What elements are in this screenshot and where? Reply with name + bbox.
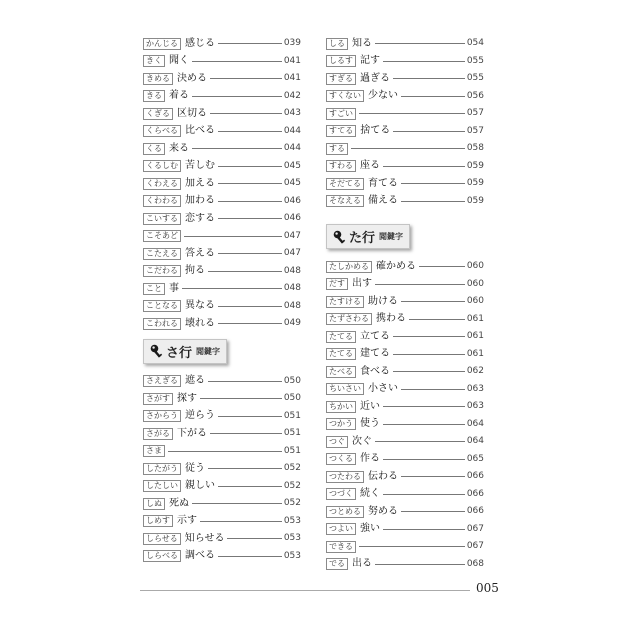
entry-page: 068 — [466, 558, 484, 569]
index-entry — [326, 35, 484, 53]
index-entry — [326, 503, 484, 521]
entry-reading: すぎる — [326, 73, 356, 85]
index-entry — [143, 513, 301, 531]
entry-reading: したがう — [143, 463, 181, 475]
entry-page: 055 — [466, 55, 484, 66]
entry-reading: たべる — [326, 366, 356, 378]
leader-line — [351, 148, 465, 149]
entry-reading: たすける — [326, 296, 364, 308]
entry-reading: こわれる — [143, 318, 181, 330]
entry-reading: すくない — [326, 90, 364, 102]
entry-page: 052 — [283, 498, 301, 509]
entry-page: 051 — [283, 428, 301, 439]
leader-line — [192, 61, 282, 62]
leader-line — [393, 131, 465, 132]
leader-line — [383, 494, 465, 495]
index-entry — [326, 521, 484, 539]
entry-word: 小さい — [368, 383, 398, 395]
section-header-sa — [143, 339, 227, 364]
entry-word: 建てる — [360, 348, 390, 360]
entry-page: 057 — [466, 108, 484, 119]
entry-list-ka — [143, 35, 301, 333]
section-header-ta — [326, 224, 410, 249]
index-entry — [143, 298, 301, 316]
entry-reading: きる — [143, 90, 165, 102]
leader-line — [208, 381, 282, 382]
leader-line — [208, 271, 282, 272]
leader-line — [208, 468, 282, 469]
entry-page: 041 — [283, 55, 301, 66]
entry-reading: しる — [326, 38, 348, 50]
index-entry — [143, 548, 301, 566]
leader-line — [218, 43, 282, 44]
index-entry — [326, 158, 484, 176]
entry-reading: すごい — [326, 108, 356, 120]
entry-page: 051 — [283, 410, 301, 421]
entry-page: 066 — [466, 488, 484, 499]
entry-page: 047 — [283, 230, 301, 241]
leader-line — [182, 288, 282, 289]
leader-line — [227, 538, 281, 539]
entry-reading: つかう — [326, 418, 356, 430]
leader-line — [401, 96, 465, 97]
section-title: た行 — [349, 231, 376, 246]
leader-line — [419, 266, 465, 267]
entry-reading: しぬ — [143, 498, 165, 510]
entry-word: 死ぬ — [169, 497, 189, 509]
entry-word: 恋する — [185, 212, 215, 224]
leader-line — [218, 416, 282, 417]
leader-line — [383, 529, 465, 530]
index-entry — [143, 228, 301, 246]
section-subtitle: 閲鍵字 — [196, 346, 221, 356]
index-entry — [143, 193, 301, 211]
entry-word: 過ぎる — [360, 72, 390, 84]
entry-page: 054 — [466, 38, 484, 49]
index-entry — [143, 175, 301, 193]
entry-word: 努める — [368, 505, 398, 517]
index-entry — [326, 123, 484, 141]
entry-reading: ちいさい — [326, 383, 364, 395]
entry-word: 逆らう — [185, 410, 215, 422]
entry-word: 示す — [177, 515, 197, 527]
entry-reading: たてる — [326, 348, 356, 360]
index-entry — [143, 245, 301, 263]
entry-reading: さがる — [143, 428, 173, 440]
index-entry — [143, 210, 301, 228]
entry-page: 065 — [466, 453, 484, 464]
index-entry — [326, 105, 484, 123]
entry-page: 043 — [283, 108, 301, 119]
leader-line — [218, 253, 282, 254]
entry-page: 063 — [466, 383, 484, 394]
index-entry — [326, 416, 484, 434]
leader-line — [383, 166, 465, 167]
entry-reading: きく — [143, 55, 165, 67]
index-entry — [326, 328, 484, 346]
entry-word: 知らせる — [184, 532, 225, 544]
leader-line — [383, 406, 465, 407]
entry-word: 調べる — [185, 550, 215, 562]
leader-line — [383, 61, 465, 62]
entry-reading: くわえる — [143, 178, 181, 190]
entry-reading: そなえる — [326, 195, 364, 207]
entry-page: 048 — [283, 265, 301, 276]
index-entry — [143, 425, 301, 443]
entry-page: 048 — [283, 300, 301, 311]
entry-page: 042 — [283, 90, 301, 101]
leader-line — [200, 521, 282, 522]
leader-line — [218, 201, 282, 202]
entry-reading: つたわる — [326, 471, 364, 483]
leader-line — [210, 113, 282, 114]
entry-reading: だす — [326, 278, 348, 290]
leader-line — [210, 78, 282, 79]
entry-page: 064 — [466, 418, 484, 429]
index-entry — [143, 408, 301, 426]
entry-page: 060 — [466, 278, 484, 289]
index-entry — [326, 398, 484, 416]
leader-line — [218, 166, 282, 167]
leader-line — [192, 96, 282, 97]
entry-reading: ちかい — [326, 401, 356, 413]
index-entry — [143, 263, 301, 281]
entry-reading: たずさわる — [326, 313, 372, 325]
index-entry — [143, 373, 301, 391]
leader-line — [192, 503, 282, 504]
footer-divider — [140, 590, 470, 591]
key-icon — [333, 230, 346, 244]
leader-line — [393, 78, 465, 79]
leader-line — [168, 451, 282, 452]
entry-page: 060 — [466, 261, 484, 272]
entry-page: 046 — [283, 213, 301, 224]
leader-line — [192, 148, 282, 149]
index-entry — [143, 478, 301, 496]
entry-reading: しるす — [326, 55, 356, 67]
entry-page: 041 — [283, 73, 301, 84]
key-icon — [150, 344, 163, 358]
entry-word: 次ぐ — [352, 435, 372, 447]
entry-word: 来る — [169, 142, 189, 154]
index-entry — [326, 556, 484, 574]
entry-word: 助ける — [368, 295, 398, 307]
leader-line — [401, 201, 465, 202]
section-title: さ行 — [166, 345, 193, 361]
index-entry — [326, 486, 484, 504]
entry-word: 決める — [177, 72, 207, 84]
entry-page: 039 — [283, 38, 301, 49]
entry-word: 聞く — [169, 55, 189, 67]
entry-reading: さえぎる — [143, 375, 181, 387]
index-entry — [326, 276, 484, 294]
index-entry — [143, 495, 301, 513]
leader-line — [218, 131, 282, 132]
index-entry — [326, 381, 484, 399]
index-entry — [326, 433, 484, 451]
entry-page: 053 — [283, 515, 301, 526]
entry-word: 事 — [169, 282, 179, 294]
leader-line — [184, 236, 282, 237]
index-entry — [143, 443, 301, 461]
entry-reading: きめる — [143, 73, 173, 85]
leader-line — [393, 354, 465, 355]
leader-line — [218, 323, 282, 324]
index-entry — [326, 193, 484, 211]
entry-reading: こと — [143, 283, 165, 295]
index-entry — [326, 468, 484, 486]
entry-word: 遮る — [185, 375, 205, 387]
leader-line — [218, 486, 282, 487]
entry-page: 053 — [283, 533, 301, 544]
entry-reading: くぎる — [143, 108, 173, 120]
entry-word: 加わる — [185, 195, 215, 207]
entry-page: 046 — [283, 195, 301, 206]
index-entry — [143, 315, 301, 333]
index-entry — [143, 105, 301, 123]
entry-word: 少ない — [368, 90, 398, 102]
index-entry — [326, 311, 484, 329]
entry-reading: つくる — [326, 453, 356, 465]
index-entry — [326, 538, 484, 556]
index-entry — [143, 158, 301, 176]
leader-line — [409, 319, 465, 320]
entry-word: 加える — [185, 177, 215, 189]
entry-page: 049 — [283, 318, 301, 329]
entry-reading: すてる — [326, 125, 356, 137]
entry-page: 045 — [283, 178, 301, 189]
entry-reading: くるしむ — [143, 160, 181, 172]
entry-page: 061 — [466, 313, 484, 324]
entry-page: 052 — [283, 480, 301, 491]
entry-page: 063 — [466, 401, 484, 412]
entry-page: 050 — [283, 393, 301, 404]
leader-line — [218, 218, 282, 219]
leader-line — [210, 433, 282, 434]
entry-word: 座る — [360, 160, 380, 172]
leader-line — [393, 371, 465, 372]
entry-reading: くわわる — [143, 195, 181, 207]
index-entry — [143, 140, 301, 158]
entry-page: 057 — [466, 125, 484, 136]
index-entry — [326, 258, 484, 276]
leader-line — [401, 389, 465, 390]
entry-word: 比べる — [185, 125, 215, 137]
leader-line — [359, 546, 465, 547]
entry-page: 045 — [283, 160, 301, 171]
entry-word: 区切る — [177, 107, 207, 119]
index-entry — [326, 175, 484, 193]
leader-line — [401, 301, 465, 302]
page-number: 005 — [476, 581, 499, 595]
entry-word: 苦しむ — [185, 160, 215, 172]
entry-word: 近い — [360, 400, 380, 412]
entry-word: 答える — [185, 247, 215, 259]
entry-reading: でる — [326, 558, 348, 570]
entry-reading: つとめる — [326, 506, 364, 518]
leader-line — [393, 336, 465, 337]
index-entry — [143, 53, 301, 71]
entry-page: 056 — [466, 90, 484, 101]
entry-word: 確かめる — [376, 260, 416, 272]
entry-page: 059 — [466, 178, 484, 189]
entry-word: 出す — [352, 278, 372, 290]
entry-word: 下がる — [177, 427, 207, 439]
entry-reading: こいする — [143, 213, 181, 225]
entry-reading: ことなる — [143, 300, 181, 312]
leader-line — [375, 564, 465, 565]
entry-word: 着る — [169, 90, 189, 102]
entry-word: 作る — [360, 453, 380, 465]
entry-reading: たしかめる — [326, 261, 372, 273]
entry-reading: たてる — [326, 331, 356, 343]
entry-reading: さからう — [143, 410, 181, 422]
index-column-right — [326, 35, 484, 573]
entry-word: 出る — [352, 558, 372, 570]
entry-reading: する — [326, 143, 348, 155]
entry-word: 感じる — [185, 37, 215, 49]
entry-page: 052 — [283, 463, 301, 474]
entry-page: 066 — [466, 471, 484, 482]
index-entry — [326, 293, 484, 311]
entry-page: 061 — [466, 348, 484, 359]
entry-page: 048 — [283, 283, 301, 294]
index-entry — [326, 363, 484, 381]
entry-word: 異なる — [185, 300, 215, 312]
index-entry — [326, 451, 484, 469]
entry-reading: したしい — [143, 480, 181, 492]
entry-reading: つぐ — [326, 436, 348, 448]
entry-reading: つづく — [326, 488, 356, 500]
entry-word: 拘る — [185, 265, 205, 277]
entry-word: 強い — [360, 523, 380, 535]
entry-reading: さがす — [143, 393, 173, 405]
entry-word: 携わる — [376, 313, 406, 325]
entry-page: 067 — [466, 541, 484, 552]
entry-word: 捨てる — [360, 125, 391, 137]
leader-line — [375, 284, 465, 285]
entry-word: 育てる — [368, 177, 398, 189]
entry-reading: しらせる — [143, 533, 181, 545]
entry-page: 067 — [466, 523, 484, 534]
entry-word: 立てる — [360, 330, 390, 342]
leader-line — [375, 43, 465, 44]
leader-line — [218, 183, 282, 184]
entry-word: 伝わる — [368, 470, 398, 482]
entry-page: 055 — [466, 73, 484, 84]
entry-reading: しめす — [143, 515, 173, 527]
entry-word: 知る — [352, 37, 372, 49]
entry-reading: さま — [143, 445, 165, 457]
leader-line — [218, 556, 282, 557]
entry-reading: つよい — [326, 523, 356, 535]
entry-reading: すわる — [326, 160, 356, 172]
index-entry — [143, 123, 301, 141]
entry-word: 食べる — [360, 365, 390, 377]
index-entry — [326, 70, 484, 88]
entry-word: 探す — [177, 392, 197, 404]
entry-reading: かんじる — [143, 38, 181, 50]
index-entry — [143, 390, 301, 408]
index-entry — [143, 88, 301, 106]
entry-page: 061 — [466, 331, 484, 342]
entry-reading: こたえる — [143, 248, 181, 260]
entry-word: 使う — [360, 418, 380, 430]
entry-word: 従う — [185, 462, 205, 474]
leader-line — [375, 441, 465, 442]
leader-line — [218, 306, 282, 307]
index-entry — [143, 35, 301, 53]
entry-list-sa — [143, 373, 301, 566]
entry-word: 備える — [368, 195, 398, 207]
entry-list-ta — [326, 258, 484, 573]
entry-reading: こだわる — [143, 265, 181, 277]
entry-page: 051 — [283, 445, 301, 456]
entry-page: 064 — [466, 436, 484, 447]
entry-page: 044 — [283, 143, 301, 154]
leader-line — [401, 511, 465, 512]
entry-word: 続く — [360, 488, 380, 500]
leader-line — [359, 113, 465, 114]
entry-page: 058 — [466, 143, 484, 154]
entry-word: 記す — [360, 55, 380, 67]
entry-page: 050 — [283, 375, 301, 386]
entry-page: 047 — [283, 248, 301, 259]
entry-page: 059 — [466, 160, 484, 171]
entry-page: 059 — [466, 195, 484, 206]
leader-line — [383, 424, 465, 425]
index-entry — [143, 460, 301, 478]
entry-reading: くらべる — [143, 125, 181, 137]
leader-line — [383, 459, 465, 460]
entry-page: 060 — [466, 296, 484, 307]
leader-line — [401, 183, 465, 184]
entry-reading: そだてる — [326, 178, 364, 190]
entry-word: 親しい — [185, 480, 215, 492]
index-entry — [326, 88, 484, 106]
entry-page: 066 — [466, 506, 484, 517]
entry-page: 053 — [283, 550, 301, 561]
entry-list-sa-cont — [326, 35, 484, 210]
index-entry — [143, 70, 301, 88]
entry-reading: こそあど — [143, 230, 181, 242]
index-entry — [326, 53, 484, 71]
entry-page: 044 — [283, 125, 301, 136]
index-entry — [326, 346, 484, 364]
index-entry — [326, 140, 484, 158]
index-entry — [143, 280, 301, 298]
index-entry — [143, 530, 301, 548]
entry-reading: しらべる — [143, 550, 181, 562]
section-subtitle: 閲鍵字 — [379, 232, 404, 241]
entry-page: 062 — [466, 366, 484, 377]
entry-word: 壊れる — [185, 317, 215, 329]
entry-reading: できる — [326, 541, 356, 553]
leader-line — [401, 476, 465, 477]
entry-reading: くる — [143, 143, 165, 155]
leader-line — [200, 398, 282, 399]
index-column-left — [143, 35, 301, 565]
